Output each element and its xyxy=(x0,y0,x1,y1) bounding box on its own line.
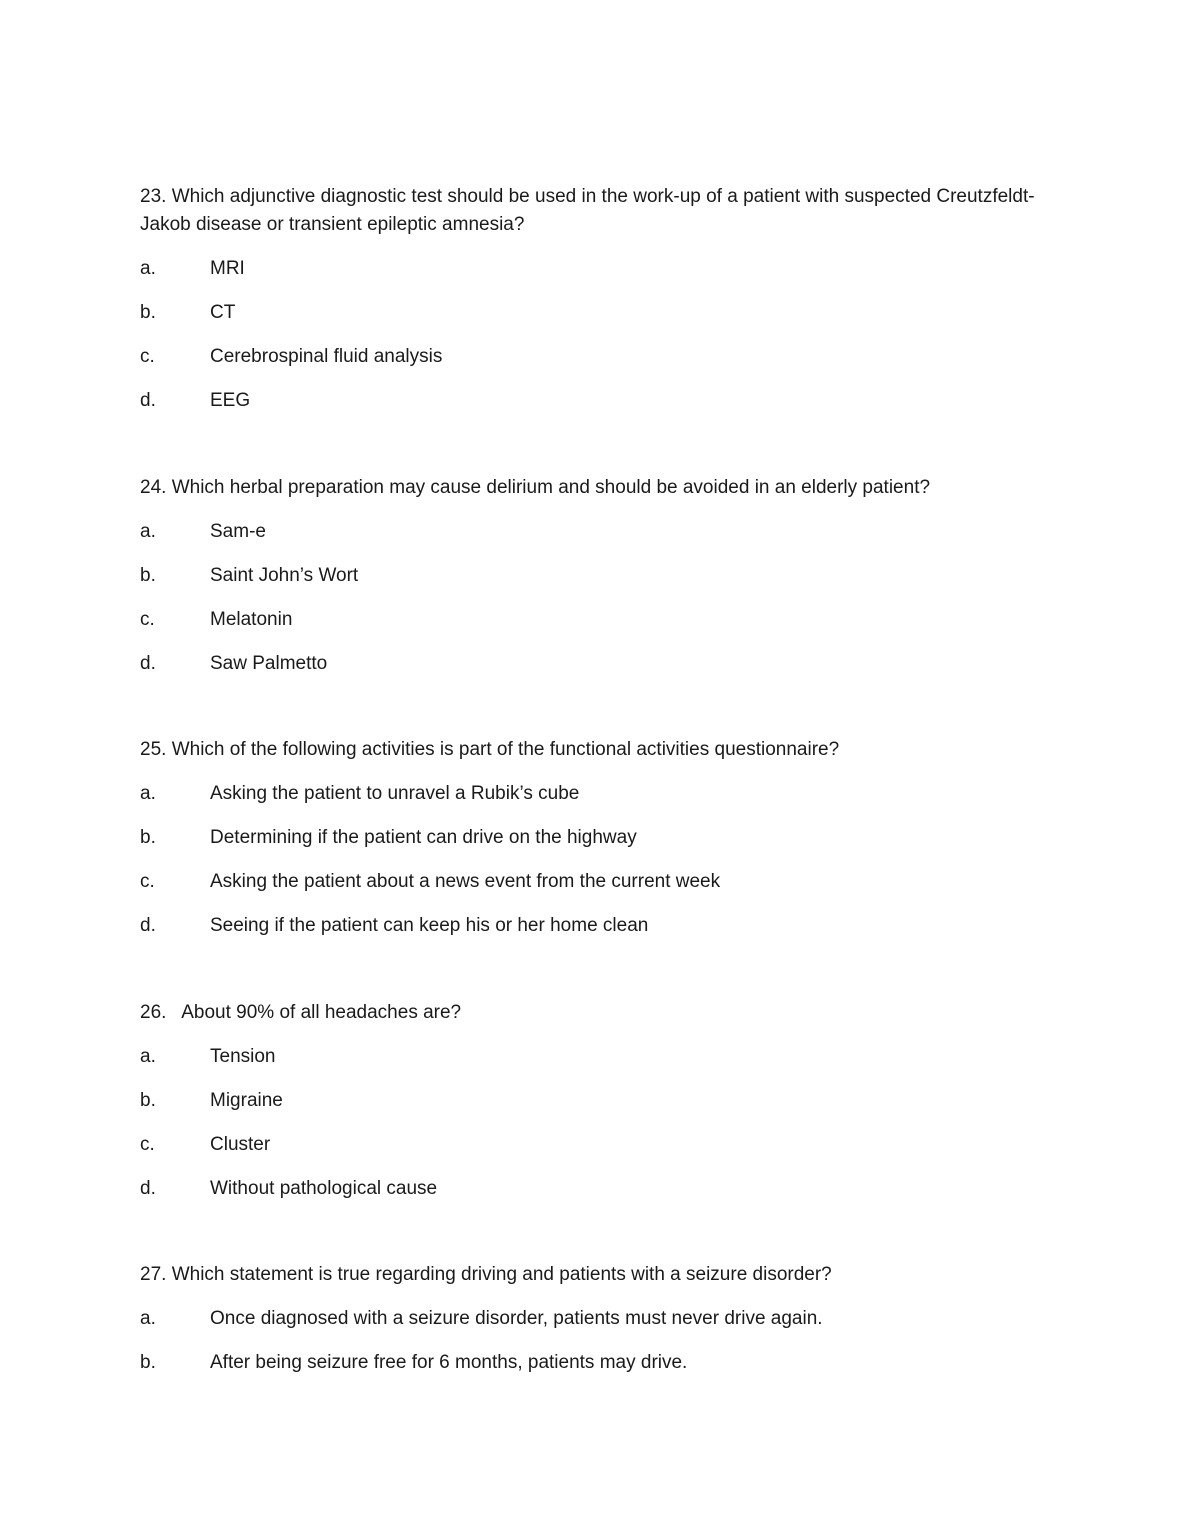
option-letter: b. xyxy=(140,302,156,323)
option-letter: b. xyxy=(140,1352,156,1373)
option-text: Asking the patient about a news event from the current week xyxy=(210,871,721,892)
option-b xyxy=(140,1087,1040,1131)
question-text: 26. About 90% of all headaches are? xyxy=(140,1002,462,1023)
question-text: 25. Which of the following activities is part of the functional activities questionnaire? xyxy=(140,739,840,760)
option-text: Sam-e xyxy=(210,521,266,542)
option-letter: b. xyxy=(140,827,156,848)
question-25 xyxy=(140,736,1040,956)
option-b xyxy=(140,1349,1040,1393)
option-letter: c. xyxy=(140,871,155,892)
option-letter: c. xyxy=(140,609,155,630)
option-letter: a. xyxy=(140,258,156,279)
options-list xyxy=(140,1043,1040,1219)
option-d xyxy=(140,1175,1040,1219)
option-d xyxy=(140,387,1040,431)
option-text: Determining if the patient can drive on the highway xyxy=(210,827,637,848)
option-b xyxy=(140,299,1040,343)
option-letter: a. xyxy=(140,521,156,542)
option-letter: a. xyxy=(140,1308,156,1329)
option-a xyxy=(140,1043,1040,1087)
option-a xyxy=(140,255,1040,299)
option-text: Without pathological cause xyxy=(210,1178,438,1199)
options-list xyxy=(140,518,1040,694)
option-letter: d. xyxy=(140,653,156,674)
option-c xyxy=(140,606,1040,650)
option-letter: a. xyxy=(140,1046,156,1067)
option-c xyxy=(140,1131,1040,1175)
option-text: Saw Palmetto xyxy=(210,653,328,674)
option-text: Seeing if the patient can keep his or her home clean xyxy=(210,915,649,936)
question-text: 23. Which adjunctive diagnostic test should be used in the work-up of a patient with suspected Creutzfeldt-Jakob disease or transient epileptic amnesia? xyxy=(140,186,1035,235)
option-letter: d. xyxy=(140,390,156,411)
option-a xyxy=(140,780,1040,824)
question-24 xyxy=(140,474,1040,694)
option-text: Saint John’s Wort xyxy=(210,565,359,586)
option-text: MRI xyxy=(210,258,245,279)
option-text: Migraine xyxy=(210,1090,283,1111)
option-letter: d. xyxy=(140,1178,156,1199)
question-text: 24. Which herbal preparation may cause delirium and should be avoided in an elderly patient? xyxy=(140,477,931,498)
question-text: 27. Which statement is true regarding driving and patients with a seizure disorder? xyxy=(140,1264,832,1285)
option-text: Tension xyxy=(210,1046,276,1067)
option-letter: c. xyxy=(140,1134,155,1155)
option-text: EEG xyxy=(210,390,251,411)
options-list xyxy=(140,255,1040,431)
option-a xyxy=(140,518,1040,562)
option-letter: d. xyxy=(140,915,156,936)
option-d xyxy=(140,912,1040,956)
option-text: Once diagnosed with a seizure disorder, patients must never drive again. xyxy=(210,1308,823,1329)
question-26 xyxy=(140,999,1040,1219)
option-letter: c. xyxy=(140,346,155,367)
question-27 xyxy=(140,1261,1040,1393)
option-text: Cluster xyxy=(210,1134,271,1155)
option-letter: b. xyxy=(140,565,156,586)
options-list xyxy=(140,780,1040,956)
option-text: After being seizure free for 6 months, patients may drive. xyxy=(210,1352,688,1373)
option-text: Melatonin xyxy=(210,609,293,630)
option-text: Cerebrospinal fluid analysis xyxy=(210,346,443,367)
option-a xyxy=(140,1305,1040,1349)
question-23 xyxy=(140,183,1040,431)
option-d xyxy=(140,650,1040,694)
option-b xyxy=(140,824,1040,868)
option-c xyxy=(140,343,1040,387)
option-c xyxy=(140,868,1040,912)
options-list xyxy=(140,1305,1040,1393)
option-text: Asking the patient to unravel a Rubik’s cube xyxy=(210,783,580,804)
option-text: CT xyxy=(210,302,236,323)
option-letter: b. xyxy=(140,1090,156,1111)
option-b xyxy=(140,562,1040,606)
option-letter: a. xyxy=(140,783,156,804)
